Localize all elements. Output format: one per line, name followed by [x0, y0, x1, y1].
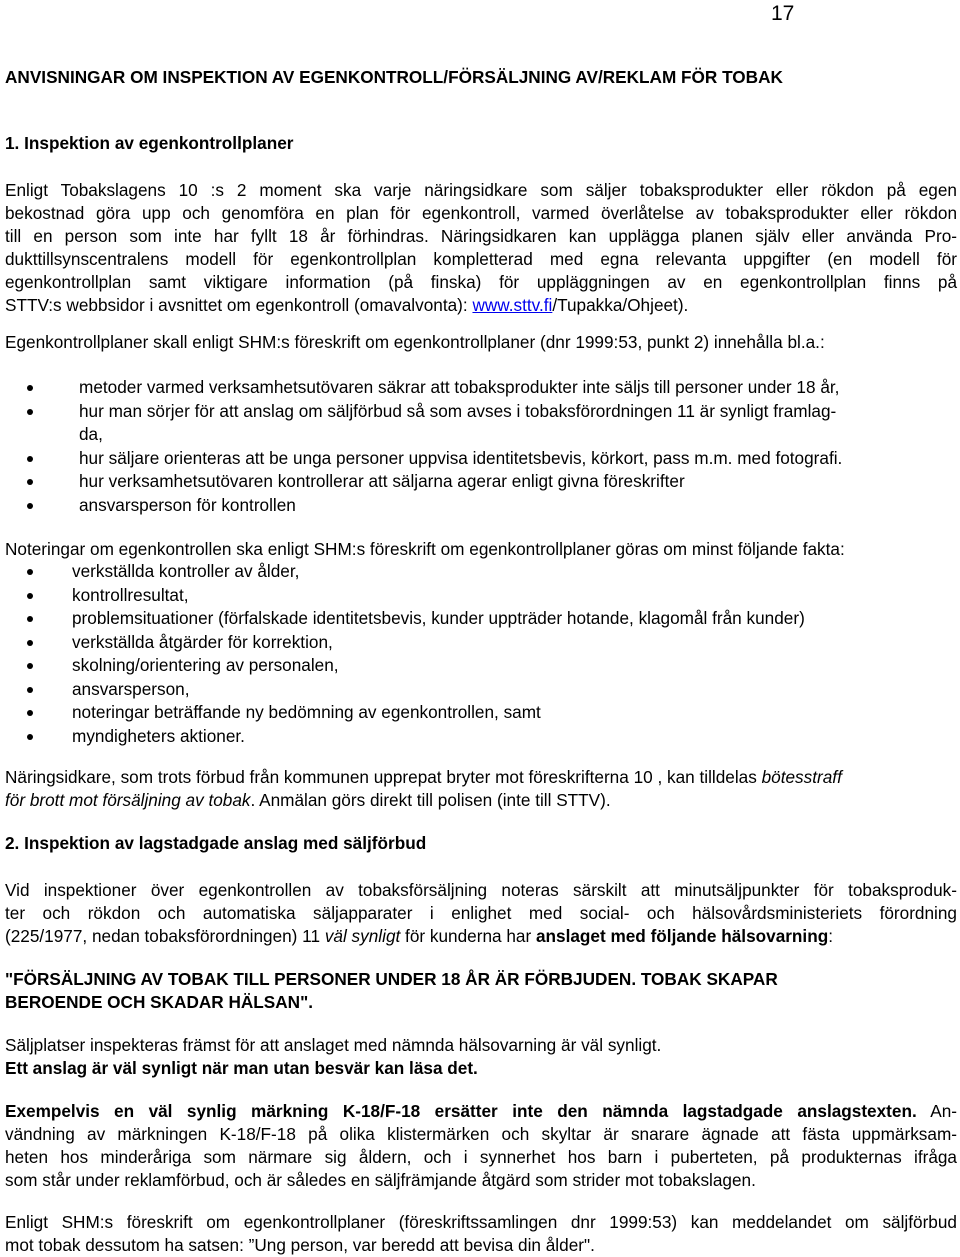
text-line: egenkontrollplan samt viktigare information (på finska) för uppläggningen av en egenkontrollplan finns på [5, 272, 957, 292]
list-item [5, 678, 957, 702]
text-fragment: (225/1977, nedan tobaksförordningen) 11 [5, 926, 325, 946]
list-item-text: verkställda kontroller av ålder, [72, 561, 300, 581]
list-item-text: ansvarsperson, [72, 678, 190, 699]
bullet-icon [27, 409, 33, 415]
text-line: Enligt Tobakslagens 10 :s 2 moment ska varje näringsidkare som säljer tobaksprodukter eller rökdon på egen [5, 180, 957, 200]
list-item [5, 701, 957, 725]
text-fragment: /Tupakka/Ohjeet). [552, 295, 689, 315]
italic-text: för brott mot försäljning av tobak [5, 790, 251, 810]
bullet-icon [27, 503, 33, 509]
bullet-icon [27, 710, 33, 716]
section-1-paragraph-4 [5, 766, 957, 812]
list-item-text: noteringar beträffande ny bedömning av egenkontrollen, samt [72, 702, 541, 722]
list-item [5, 447, 957, 471]
list-item [5, 494, 957, 518]
bullet-icon [27, 663, 33, 669]
text-line: Vid inspektioner över egenkontrollen av tobaksförsäljning noteras särskilt att minutsäljpunkter för tobaksproduk- [5, 880, 957, 900]
bullet-icon [27, 569, 33, 575]
text-line: Säljplatser inspekteras främst för att anslaget med nämnda hälsovarning är väl synligt. [5, 1035, 662, 1055]
document-title: ANVISNINGAR OM INSPEKTION AV EGENKONTROLL/FÖRSÄLJNING AV/REKLAM FÖR TOBAK [5, 67, 783, 87]
section-2-paragraph-4 [5, 1211, 957, 1257]
section-1-paragraph-1 [5, 179, 957, 317]
list-item-text: problemsituationer (förfalskade identitetsbevis, kunder uppträder hotande, klagomål från kunder) [72, 608, 805, 628]
list-item-text: hur verksamhetsutövaren kontrollerar att säljarna agerar enligt givna föreskrifter [79, 471, 685, 491]
text-line: BEROENDE OCH SKADAR HÄLSAN". [5, 992, 313, 1012]
text-line: "FÖRSÄLJNING AV TOBAK TILL PERSONER UNDER 18 ÅR ÄR FÖRBJUDEN. TOBAK SKAPAR [5, 969, 778, 989]
text-line: Ett anslag är väl synligt när man utan besvär kan läsa det. [5, 1058, 478, 1078]
bullet-icon [27, 456, 33, 462]
text-fragment: An- [916, 1101, 957, 1121]
list-item-text: hur säljare orienteras att be unga personer uppvisa identitetsbevis, körkort, pass m.m. med fotografi. [79, 447, 843, 468]
list-item [5, 470, 957, 494]
bullet-icon [27, 385, 33, 391]
text-line: dukttillsynscentralens modell för egenkontrollplan kompletterad med egna relevanta uppgifter (en modell för [5, 249, 957, 269]
section-2-heading: 2. Inspektion av lagstadgade anslag med säljförbud [5, 833, 427, 853]
bullet-list-1 [5, 376, 957, 517]
bullet-icon [27, 479, 33, 485]
list-item-text: myndigheters aktioner. [72, 725, 245, 746]
section-1-paragraph-3: Noteringar om egenkontrollen ska enligt SHM:s föreskrift om egenkontrollplaner göras om minst följande fakta: [5, 539, 845, 559]
bullet-icon [27, 734, 33, 740]
text-line: till en person som inte har fyllt 18 år förhindras. Näringsidkaren kan upplägga planen själv eller använda Pro- [5, 226, 957, 246]
page-number: 17 [771, 2, 795, 25]
list-item-continuation: da, [79, 424, 103, 444]
text-line: heten hos minderåriga som närmare sig åldern, och i synnerhet hos barn i puberteten, på produkternas ifråga [5, 1147, 957, 1167]
text-line [5, 294, 957, 317]
list-item-text: ansvarsperson för kontrollen [79, 494, 296, 515]
bullet-list-2 [5, 560, 957, 748]
sttv-link[interactable]: www.sttv.fi [472, 295, 553, 315]
bold-text: anslaget med följande hälsovarning [535, 926, 829, 946]
text-fragment: för kunderna har [400, 926, 536, 946]
text-line: bekostnad göra upp och genomföra en plan för egenkontroll, varmed överlåtelse av tobaksprodukter eller rökdon [5, 203, 957, 223]
list-item-text: hur man sörjer för att anslag om säljförbud så som avses i tobaksförordningen 11 är synligt framlag- [79, 400, 837, 421]
bullet-icon [27, 593, 33, 599]
text-line [5, 925, 957, 948]
list-item [5, 584, 957, 608]
list-item [5, 560, 957, 584]
section-1-paragraph-2: Egenkontrollplaner skall enligt SHM:s föreskrift om egenkontrollplaner (dnr 1999:53, punkt 2) innehålla bl.a.: [5, 332, 825, 352]
text-line: som står under reklamförbud, och är således en säljfrämjande åtgärd som strider mot tobakslagen. [5, 1170, 756, 1190]
section-2-paragraph-2 [5, 1034, 957, 1080]
list-item-text: metoder varmed verksamhetsutövaren säkrar att tobaksprodukter inte säljs till personer under 18 år, [79, 377, 840, 397]
text-line [5, 766, 957, 789]
bullet-icon [27, 687, 33, 693]
health-warning-text [5, 968, 957, 1014]
text-fragment: : [828, 926, 833, 946]
list-item [5, 607, 957, 631]
text-line: vändning av märkningen K-18/F-18 på olika klistermärken och skyltar är snarare ägnade att fästa uppmärksam- [5, 1124, 957, 1144]
text-line [5, 789, 957, 812]
section-1-heading: 1. Inspektion av egenkontrollplaner [5, 133, 294, 153]
bullet-icon [27, 640, 33, 646]
text-line: mot tobak dessutom ha satsen: ”Ung person, var beredd att bevisa din ålder". [5, 1235, 595, 1255]
text-fragment: . Anmälan görs direkt till polisen (inte till STTV). [250, 790, 611, 810]
text-line [5, 1100, 957, 1123]
italic-text: bötesstraff [761, 767, 842, 787]
list-item [5, 725, 957, 749]
list-item [5, 631, 957, 655]
list-item [5, 400, 957, 424]
list-item-text: skolning/orientering av personalen, [72, 655, 339, 675]
bullet-icon [27, 616, 33, 622]
section-2-paragraph-3 [5, 1100, 957, 1192]
text-fragment: STTV:s webbsidor i avsnittet om egenkontroll (omavalvonta): [5, 295, 473, 315]
list-item [5, 376, 957, 400]
section-2-paragraph-1 [5, 879, 957, 948]
list-item [5, 654, 957, 678]
text-fragment: Näringsidkare, som trots förbud från kommunen upprepat bryter mot föreskrifterna 10 , kan tilldelas [5, 767, 762, 787]
text-line: Enligt SHM:s föreskrift om egenkontrollplaner (föreskriftssamlingen dnr 1999:53) kan meddelandet om säljförbud [5, 1212, 957, 1232]
list-item-text: kontrollresultat, [72, 584, 189, 605]
italic-text: väl synligt [324, 926, 401, 946]
list-item-text: verkställda åtgärder för korrektion, [72, 631, 333, 652]
bold-text: Exempelvis en väl synlig märkning K-18/F-18 ersätter inte den nämnda lagstadgade anslagstexten. [5, 1101, 917, 1121]
text-line: ter och rökdon och automatiska säljapparater i enlighet med social- och hälsovårdsministeriets förordning [5, 903, 957, 923]
